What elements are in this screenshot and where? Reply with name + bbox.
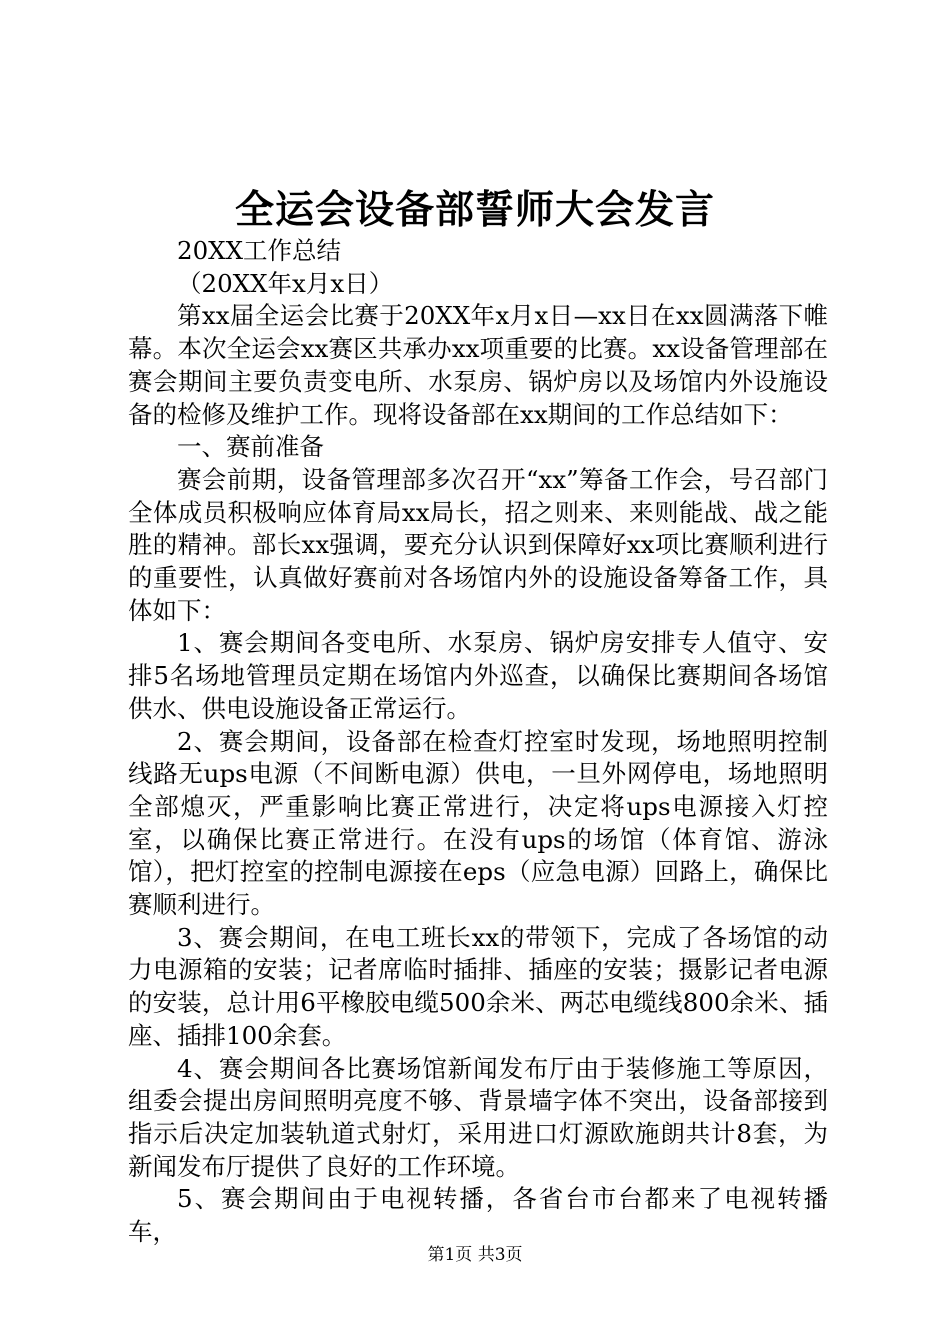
paragraph: 1、赛会期间各变电所、水泵房、锅炉房安排专人值守、安排5名场地管理员定期在场馆内外巡查，以确保比赛期间各场馆供水、供电设施设备正常运行。 <box>128 628 828 723</box>
paragraph: （20XX年x月x日） <box>177 268 394 298</box>
paragraph: 20XX工作总结 <box>177 236 342 265</box>
document-body <box>128 235 828 1249</box>
paragraph: 5、赛会期间由于电视转播，各省台市台都来了电视转播车， <box>128 1184 828 1247</box>
paragraph: 一、赛前准备 <box>177 432 324 462</box>
paragraph: 4、赛会期间各比赛场馆新闻发布厅由于装修施工等原因，组委会提出房间照明亮度不够、背景墙字体不突出，设备部接到指示后决定加装轨道式射灯，采用进口灯源欧施朗共计8套，为新闻发布厅提供了良好的工作环境。 <box>128 1053 828 1181</box>
page-footer: 第1页 共3页 <box>427 1245 523 1265</box>
paragraph: 2、赛会期间，设备部在检查灯控室时发现，场地照明控制线路无ups电源（不间断电源）供电，一旦外网停电，场地照明全部熄灭，严重影响比赛正常进行，决定将ups电源接入灯控室，以确保比赛正常进行。在没有ups的场馆（体育馆、游泳馆），把灯控室的控制电源接在eps（应急电源）回路上，确保比赛顺利进行。 <box>128 726 828 920</box>
paragraph: 赛会前期，设备管理部多次召开“xx”筹备工作会，号召部门全体成员积极响应体育局xx局长，招之则来、来则能战、战之能胜的精神。部长xx强调，要充分认识到保障好xx项比赛顺利进行的重要性，认真做好赛前对各场馆内外的设施设备筹备工作，具体如下： <box>128 464 828 625</box>
paragraph: 3、赛会期间，在电工班长xx的带领下，完成了各场馆的动力电源箱的安装；记者席临时插排、插座的安装；摄影记者电源的安装，总计用6平橡胶电缆500余米、两芯电缆线800余米、插座、插排100余套。 <box>128 922 828 1050</box>
paragraph: 第xx届全运会比赛于20XX年x月x日—xx日在xx圆满落下帷幕。本次全运会xx赛区共承办xx项重要的比赛。xx设备管理部在赛会期间主要负责变电所、水泵房、锅炉房以及场馆内外设施设备的检修及维护工作。现将设备部在xx期间的工作总结如下： <box>128 301 828 429</box>
document-title: 全运会设备部誓师大会发言 <box>234 187 715 233</box>
